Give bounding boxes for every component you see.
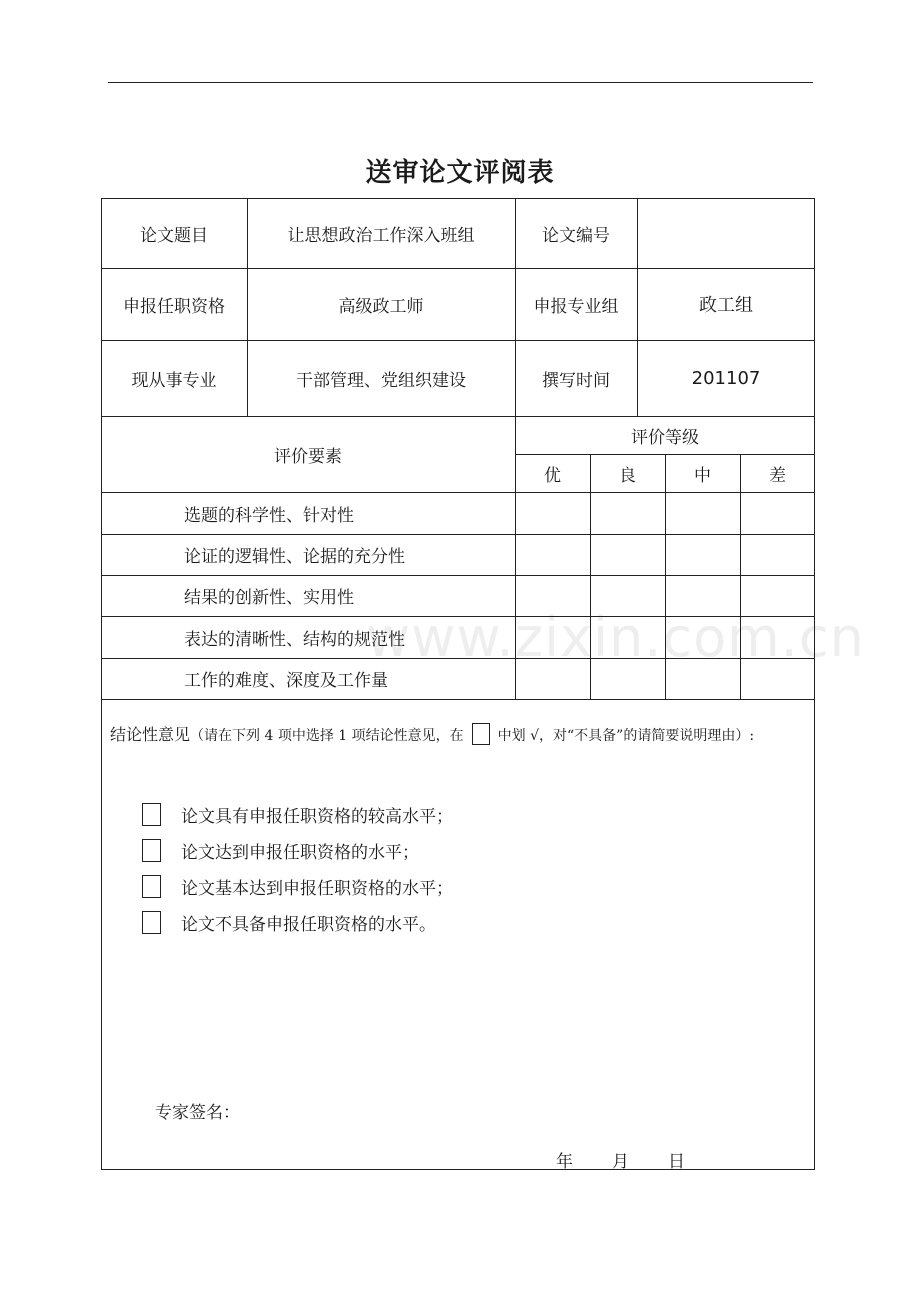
time-value: 201107 xyxy=(691,367,761,389)
option-label: 论文不具备申报任职资格的水平。 xyxy=(181,915,436,935)
grade-header: 评价等级 xyxy=(631,427,699,448)
topic-value: 让思想政治工作深入班组 xyxy=(287,225,475,246)
option-checkbox[interactable] xyxy=(142,911,161,934)
major-value: 干部管理、党组织建设 xyxy=(296,370,466,391)
option-item xyxy=(142,838,419,863)
option-checkbox[interactable] xyxy=(142,839,161,862)
option-item xyxy=(142,874,453,899)
group-label: 申报专业组 xyxy=(533,296,619,317)
number-value xyxy=(637,198,815,268)
header-rule xyxy=(108,82,813,83)
qualification-value: 高级政工师 xyxy=(338,296,424,317)
factor-header: 评价要素 xyxy=(274,446,342,467)
date-month: 月 xyxy=(612,1152,629,1172)
grade-excellent: 优 xyxy=(544,465,561,486)
factor-item: 选题的科学性、针对性 xyxy=(184,505,354,526)
grade-fair: 中 xyxy=(694,465,711,486)
group-value: 政工组 xyxy=(699,295,753,316)
number-label: 论文编号 xyxy=(542,225,610,246)
checkbox-sample-icon xyxy=(472,723,490,745)
option-item xyxy=(142,910,436,935)
time-label: 撰写时间 xyxy=(542,370,610,391)
watermark: www.zixin.com.cn xyxy=(366,606,865,669)
factor-item: 工作的难度、深度及工作量 xyxy=(184,671,388,691)
grade-poor: 差 xyxy=(769,465,786,486)
qualification-label: 申报任职资格 xyxy=(123,296,225,317)
option-label: 论文达到申报任职资格的水平； xyxy=(181,843,419,863)
conclusion-instructions xyxy=(110,722,810,749)
row-divider xyxy=(101,699,815,700)
factor-item: 表达的清晰性、结构的规范性 xyxy=(184,629,405,650)
option-checkbox[interactable] xyxy=(142,803,161,826)
option-checkbox[interactable] xyxy=(142,875,161,898)
conclusion-label: 结论性意见 xyxy=(110,725,191,744)
factor-item: 论证的逻辑性、论据的充分性 xyxy=(184,547,405,567)
date-day: 日 xyxy=(668,1152,685,1172)
date-year: 年 xyxy=(556,1152,573,1172)
option-label: 论文基本达到申报任职资格的水平； xyxy=(181,879,453,899)
factor-item: 结果的创新性、实用性 xyxy=(184,588,354,608)
conclusion-instruction-b: 中划 √，对“不具备”的请简要说明理由）: xyxy=(497,728,755,744)
grade-good: 良 xyxy=(619,465,636,486)
major-label: 现从事专业 xyxy=(131,370,217,391)
expert-signature-label: 专家签名： xyxy=(155,1103,240,1123)
option-item xyxy=(142,802,453,827)
page-title: 送审论文评阅表 xyxy=(365,158,555,188)
conclusion-instruction-a: （请在下列 4 项中选择 1 项结论性意见，在 xyxy=(190,728,464,744)
topic-label: 论文题目 xyxy=(140,225,208,246)
option-label: 论文具有申报任职资格的较高水平； xyxy=(181,807,453,827)
